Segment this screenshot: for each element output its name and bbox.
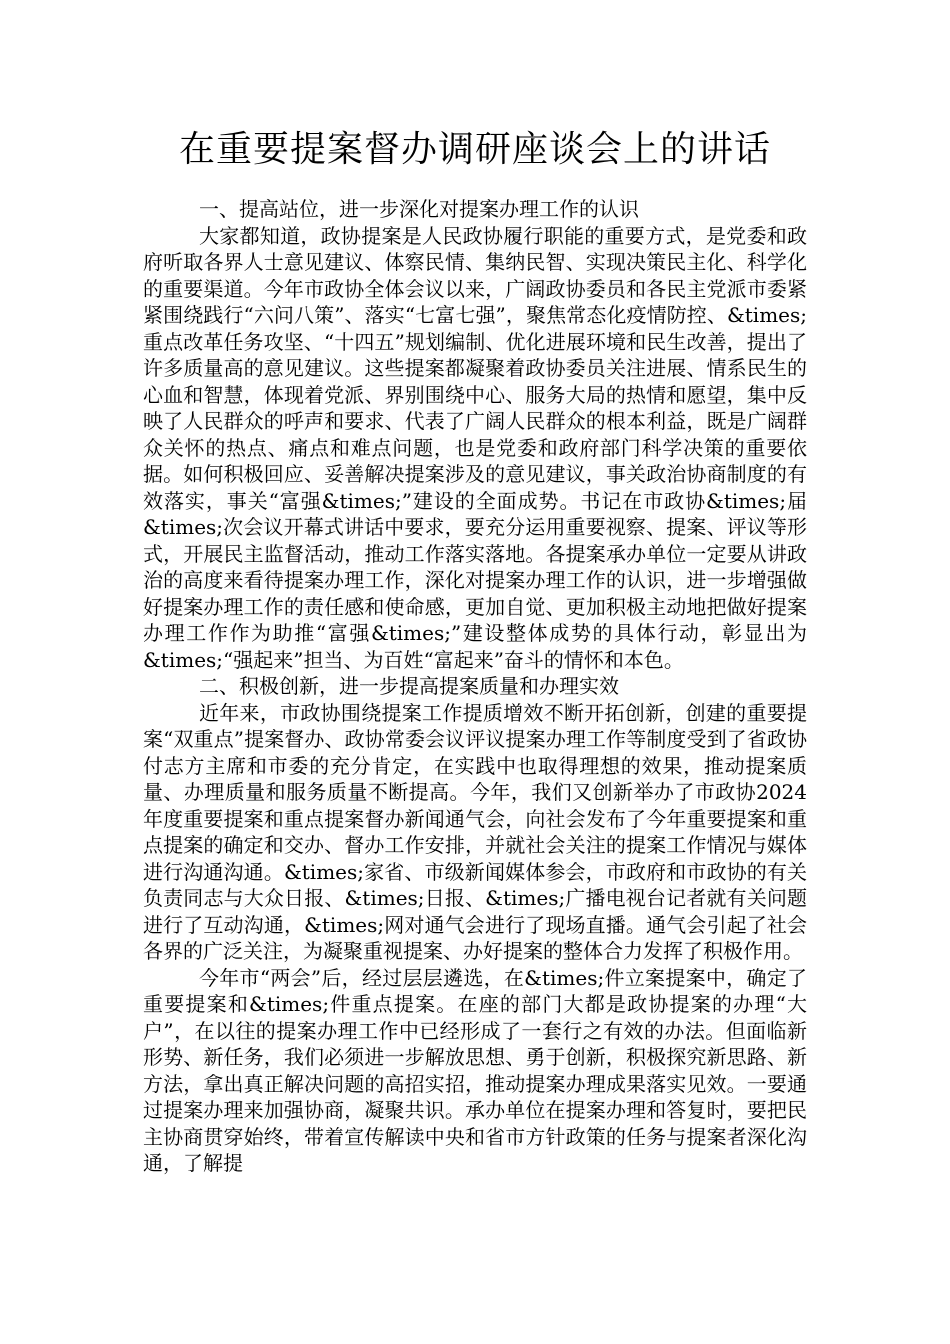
document-body	[143, 196, 807, 1177]
section-heading-2: 二、积极创新，进一步提高提案质量和办理实效	[199, 674, 619, 698]
paragraph-1: 大家都知道，政协提案是人民政协履行职能的重要方式，是党委和政府听取各界人士意见建议、体察民情、集纳民智、实现决策民主化、科学化的重要渠道。今年市政协全体会议以来，广阔政协委员和各民主党派市委紧紧围绕践行“六问八策”、落实“七富七强”，聚焦常态化疫情防控、&times;重点改革任务攻坚、“十四五”规划编制、优化进展环境和民生改善，提出了许多质量高的意见建议。这些提案都凝聚着政协委员关注进展、情系民生的心血和智慧，体现着党派、界别围绕中心、服务大局的热情和愿望，集中反映了人民群众的呼声和要求、代表了广阔人民群众的根本利益，既是广阔群众关怀的热点、痛点和难点问题，也是党委和政府部门科学决策的重要依据。如何积极回应、妥善解决提案涉及的意见建议，事关政治协商制度的有效落实，事关“富强&times;”建设的全面成势。书记在市政协&times;届&times;次会议开幕式讲话中要求，要充分运用重要视察、提案、评议等形式，开展民主监督活动，推动工作落实落地。各提案承办单位一定要从讲政治的高度来看待提案办理工作，深化对提案办理工作的认识，进一步增强做好提案办理工作的责任感和使命感，更加自觉、更加积极主动地把做好提案办理工作作为助推“富强&times;”建设整体成势的具体行动，彰显出为&times;“强起来”担当、为百姓“富起来”奋斗的情怀和本色。	[143, 223, 807, 672]
paragraph-2: 近年来，市政协围绕提案工作提质增效不断开拓创新，创建的重要提案“双重点”提案督办、政协常委会议评议提案办理工作等制度受到了省政协付志方主席和市委的充分肯定，在实践中也取得理想的效果，推动提案质量、办理质量和服务质量不断提高。今年，我们又创新举办了市政协2024年度重要提案和重点提案督办新闻通气会，向社会发布了今年重要提案和重点提案的确定和交办、督办工作安排，并就社会关注的提案工作情况与媒体进行沟通沟通。&times;家省、市级新闻媒体参会，市政府和市政协的有关负责同志与大众日报、&times;日报、&times;广播电视台记者就有关问题进行了互动沟通，&times;网对通气会进行了现场直播。通气会引起了社会各界的广泛关注，为凝聚重视提案、办好提案的整体合力发挥了积极作用。	[143, 700, 807, 963]
paragraph-3: 今年市“两会”后，经过层层遴选，在&times;件立案提案中，确定了重要提案和&times;件重点提案。在座的部门大都是政协提案的办理“大户”，在以往的提案办理工作中已经形成了一套行之有效的办法。但面临新形势、新任务，我们必须进一步解放思想、勇于创新，积极探究新思路、新方法，拿出真正解决问题的高招实招，推动提案办理成果落实见效。一要通过提案办理来加强协商，凝聚共识。承办单位在提案办理和答复时，要把民主协商贯穿始终，带着宣传解读中央和省市方针政策的任务与提案者深化沟通，了解提	[143, 965, 807, 1175]
document-title: 在重要提案督办调研座谈会上的讲话	[178, 129, 771, 170]
section-heading-1: 一、提高站位，进一步深化对提案办理工作的认识	[199, 197, 639, 221]
